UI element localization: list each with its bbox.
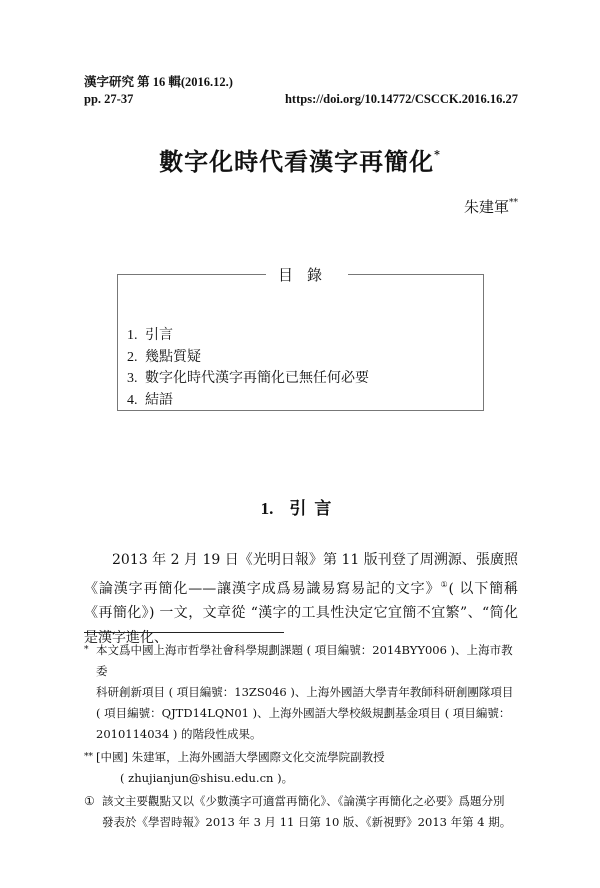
footnote-mark: ① [84,794,95,808]
author-footnote-mark[interactable]: ** [509,198,518,208]
footnote: * 本文爲中國上海市哲學社會科學規劃課題 ( 項目編號：2014BYY006 )、上海市教委 科研創新項目 ( 項目編號：13ZS046 )、上海外國語大學青年教師科研創團隊項目 ( 項目編號：QJTD14LQN01 )、上海外國語大學校級規劃基金項目 ( 項目編號： 2010114034 ) 的階段性成果。 [84,640,518,745]
section-title-text: 引言 [289,499,340,519]
author [464,196,518,217]
footnote-divider [84,632,284,633]
journal-info: 漢字研究 第 16 輯(2016.12.) [84,75,233,89]
section-number: 1. [260,499,274,518]
footnote: ** [中國] 朱建軍，上海外國語大學國際文化交流學院副教授 ( zhujianjun@shisu.edu.cn )。 [84,747,518,789]
toc-item[interactable]: 2. 幾點質疑 [127,348,201,365]
title-footnote-mark[interactable]: * [434,148,441,161]
footnotes [84,640,518,833]
running-head [84,74,518,108]
page-range: pp. 27-37 [84,92,134,106]
doi-link[interactable]: https://doi.org/10.14772/CSCCK.2016.16.27 [284,92,518,106]
paper-title-text: 數字化時代看漢字再簡化 [159,147,435,176]
toc-item-label: 數字化時代漢字再簡化已無任何必要 [145,370,369,386]
email: ( zhujianjun@shisu.edu.cn )。 [120,771,294,785]
toc-item-label: 結語 [145,391,173,408]
toc-list [127,325,369,411]
toc-item[interactable]: 1. 引言 [127,327,173,343]
author-name: 朱建軍 [463,198,509,216]
paper-title [0,142,600,177]
section-heading [0,494,600,519]
paragraph: 2013 年 2 月 19 日《光明日報》第 11 版刊登了周溯源、張廣照《論漢字再簡化——讓漢字成爲易識易寫易記的文字》①( 以下簡稱《再簡化》) 一文，文章從 “漢字的工具性決定它宜簡不宜繁”、“简化是漢字進化、 [84,552,519,646]
toc-item[interactable]: 4. 結語 [127,391,173,408]
toc-item-label: 幾點質疑 [145,348,201,365]
body-text [84,548,518,650]
footnote-mark: ** [84,752,93,762]
toc-heading: 目錄 [0,264,600,285]
footnote-ref[interactable]: ① [440,579,449,589]
toc-item-label: 引言 [145,327,173,343]
footnote-mark: * [84,645,89,655]
toc-item[interactable]: 3. 數字化時代漢字再簡化已無任何必要 [127,370,369,386]
footnote: ① 該文主要觀點又以《少數漢字可適當再簡化》、《論漢字再簡化之必要》爲題分別 發表於《學習時報》2013 年 3 月 11 日第 10 版、《新視野》2013 年第 4 期。 [84,791,518,833]
